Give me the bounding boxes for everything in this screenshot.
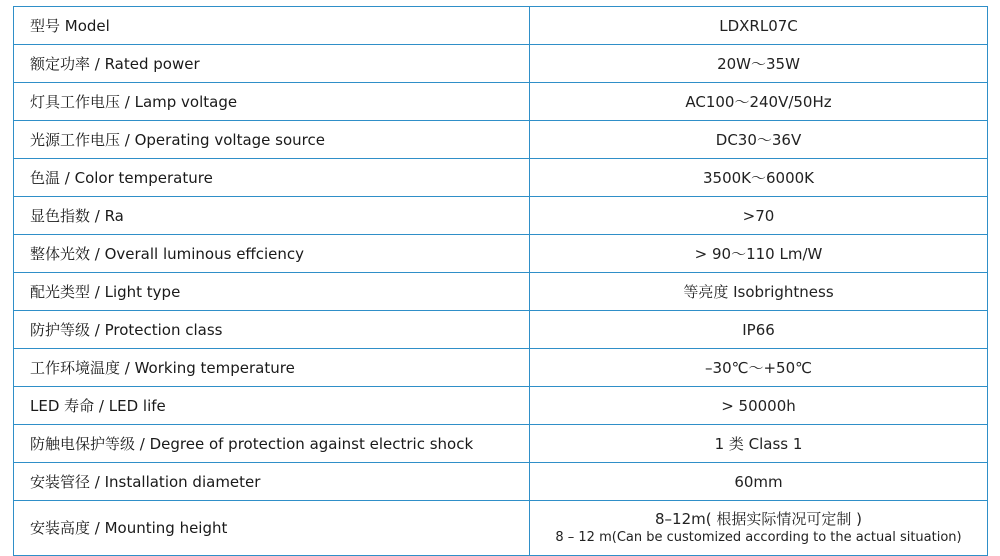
spec-value: 60mm xyxy=(530,463,988,501)
spec-value: 等亮度 Isobrightness xyxy=(530,273,988,311)
spec-label: 色温 / Color temperature xyxy=(14,159,530,197)
table-row xyxy=(14,7,988,45)
spec-value: AC100～240V/50Hz xyxy=(530,83,988,121)
table-row xyxy=(14,273,988,311)
spec-value: IP66 xyxy=(530,311,988,349)
spec-label: 整体光效 / Overall luminous effciency xyxy=(14,235,530,273)
table-row xyxy=(14,121,988,159)
spec-value: > 50000h xyxy=(530,387,988,425)
spec-value: 20W～35W xyxy=(530,45,988,83)
spec-label: 光源工作电压 / Operating voltage source xyxy=(14,121,530,159)
spec-label: 安装管径 / Installation diameter xyxy=(14,463,530,501)
table-row xyxy=(14,349,988,387)
spec-value: LDXRL07C xyxy=(530,7,988,45)
table-row xyxy=(14,425,988,463)
specification-table xyxy=(13,6,988,556)
spec-value: 8–12m( 根据实际情况可定制 ) xyxy=(655,510,862,528)
spec-value-cell xyxy=(530,501,988,556)
spec-label: 防触电保护等级 / Degree of protection against electric shock xyxy=(14,425,530,463)
spec-label: 灯具工作电压 / Lamp voltage xyxy=(14,83,530,121)
table-row xyxy=(14,83,988,121)
table-row xyxy=(14,159,988,197)
spec-label: 防护等级 / Protection class xyxy=(14,311,530,349)
spec-label: 显色指数 / Ra xyxy=(14,197,530,235)
spec-label: 工作环境温度 / Working temperature xyxy=(14,349,530,387)
table-row xyxy=(14,197,988,235)
table-row xyxy=(14,387,988,425)
spec-label: 型号 Model xyxy=(14,7,530,45)
spec-label: LED 寿命 / LED life xyxy=(14,387,530,425)
table-row xyxy=(14,235,988,273)
spec-label: 配光类型 / Light type xyxy=(14,273,530,311)
spec-value: DC30～36V xyxy=(530,121,988,159)
spec-value: –30℃～+50℃ xyxy=(530,349,988,387)
spec-value: 3500K～6000K xyxy=(530,159,988,197)
spec-value: > 90～110 Lm/W xyxy=(530,235,988,273)
table-row xyxy=(14,463,988,501)
spec-value-secondary: 8 – 12 m(Can be customized according to the actual situation) xyxy=(555,530,962,545)
table-row xyxy=(14,45,988,83)
table-row xyxy=(14,501,988,556)
spec-label: 安装高度 / Mounting height xyxy=(14,501,530,556)
table-row xyxy=(14,311,988,349)
spec-value: 1 类 Class 1 xyxy=(530,425,988,463)
spec-label: 额定功率 / Rated power xyxy=(14,45,530,83)
spec-value: >70 xyxy=(530,197,988,235)
